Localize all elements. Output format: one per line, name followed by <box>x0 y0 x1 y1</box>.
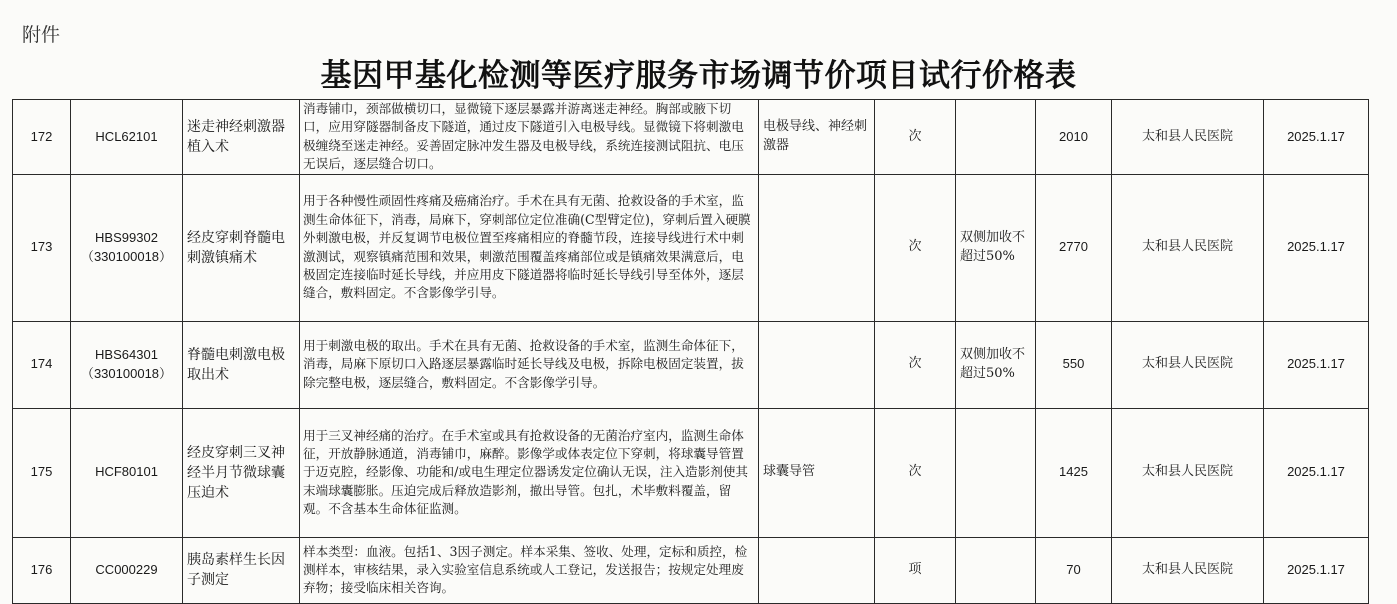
price-table <box>12 99 1369 604</box>
item-content: 用于三叉神经痛的治疗。在手术室或具有抢救设备的无菌治疗室内，监测生命体征，开放静脉通道，消毒铺巾，麻醉。影像学或体表定位下穿刺，将球囊导管置于迈克腔，经影像、功能和/或电生理定位器诱发定位确认无误，注入造影剂使其末端球囊膨胀。压迫完成后释放造影剂，撤出导管。包扎，术毕敷料覆盖，留观。不含基本生命体征监测。 <box>300 408 759 537</box>
row-number: 173 <box>13 174 71 321</box>
item-name: 脊髓电刺激电极取出术 <box>183 321 300 408</box>
pricing-unit: 次 <box>875 100 956 175</box>
attachment-label: 附件 <box>22 24 61 46</box>
hospital: 太和县人民医院 <box>1112 408 1264 537</box>
item-name: 迷走神经刺激器植入术 <box>183 100 300 175</box>
remark <box>956 408 1036 537</box>
effective-date: 2025.1.17 <box>1264 537 1369 603</box>
effective-date: 2025.1.17 <box>1264 174 1369 321</box>
item-code: CC000229 <box>71 537 183 603</box>
price: 70 <box>1036 537 1112 603</box>
effective-date: 2025.1.17 <box>1264 321 1369 408</box>
hospital: 太和县人民医院 <box>1112 537 1264 603</box>
item-name: 经皮穿刺脊髓电刺激镇痛术 <box>183 174 300 321</box>
pricing-unit: 次 <box>875 321 956 408</box>
pricing-unit: 次 <box>875 408 956 537</box>
excluded-items <box>759 174 875 321</box>
row-number: 172 <box>13 100 71 175</box>
excluded-items <box>759 537 875 603</box>
item-code: HCF80101 <box>71 408 183 537</box>
table-row <box>13 408 1369 537</box>
price: 2770 <box>1036 174 1112 321</box>
excluded-items <box>759 321 875 408</box>
effective-date: 2025.1.17 <box>1264 100 1369 175</box>
hospital: 太和县人民医院 <box>1112 174 1264 321</box>
remark <box>956 537 1036 603</box>
row-number: 174 <box>13 321 71 408</box>
table-row <box>13 537 1369 603</box>
item-content: 样本类型：血液。包括1、3因子测定。样本采集、签收、处理，定标和质控，检测样本，审核结果，录入实验室信息系统或人工登记，发送报告；按规定处理废弃物；接受临床相关咨询。 <box>300 537 759 603</box>
item-code: HBS99302 （330100018） <box>71 174 183 321</box>
item-name: 胰岛素样生长因子测定 <box>183 537 300 603</box>
row-number: 175 <box>13 408 71 537</box>
remark <box>956 100 1036 175</box>
remark: 双侧加收不超过50% <box>956 321 1036 408</box>
table-row <box>13 174 1369 321</box>
item-name: 经皮穿刺三叉神经半月节微球囊压迫术 <box>183 408 300 537</box>
price: 550 <box>1036 321 1112 408</box>
item-content: 消毒铺巾，颈部做横切口，显微镜下逐层暴露并游离迷走神经。胸部或腋下切口，应用穿隧器制备皮下隧道，通过皮下隧道引入电极导线。显微镜下将刺激电极缠绕至迷走神经。妥善固定脉冲发生器及电极导线，系统连接测试阻抗、电压无误后，逐层缝合切口。 <box>300 100 759 175</box>
effective-date: 2025.1.17 <box>1264 408 1369 537</box>
table-row <box>13 100 1369 175</box>
item-content: 用于各种慢性顽固性疼痛及癌痛治疗。手术在具有无菌、抢救设备的手术室，监测生命体征下，消毒，局麻下，穿刺部位定位准确(C型臂定位)，穿刺后置入硬膜外刺激电极，并反复调节电极位置至疼痛相应的脊髓节段，连接导线进行术中刺激测试，观察镇痛范围和效果，刺激范围覆盖疼痛部位或是镇痛效果满意后，电极固定连接临时延长导线，并应用皮下隧道器将临时延长导线引导至体外，逐层缝合，敷料固定。不含影像学引导。 <box>300 174 759 321</box>
remark: 双侧加收不超过50% <box>956 174 1036 321</box>
hospital: 太和县人民医院 <box>1112 321 1264 408</box>
price: 2010 <box>1036 100 1112 175</box>
excluded-items: 球囊导管 <box>759 408 875 537</box>
pricing-unit: 项 <box>875 537 956 603</box>
table-row <box>13 321 1369 408</box>
item-content: 用于刺激电极的取出。手术在具有无菌、抢救设备的手术室，监测生命体征下，消毒，局麻下原切口入路逐层暴露临时延长导线及电极，拆除电极固定装置，拔除完整电极，逐层缝合，敷料固定。不含影像学引导。 <box>300 321 759 408</box>
excluded-items: 电极导线、神经刺激器 <box>759 100 875 175</box>
pricing-unit: 次 <box>875 174 956 321</box>
price: 1425 <box>1036 408 1112 537</box>
hospital: 太和县人民医院 <box>1112 100 1264 175</box>
page-title: 基因甲基化检测等医疗服务市场调节价项目试行价格表 <box>320 58 1077 94</box>
item-code: HBS64301 （330100018） <box>71 321 183 408</box>
row-number: 176 <box>13 537 71 603</box>
item-code: HCL62101 <box>71 100 183 175</box>
